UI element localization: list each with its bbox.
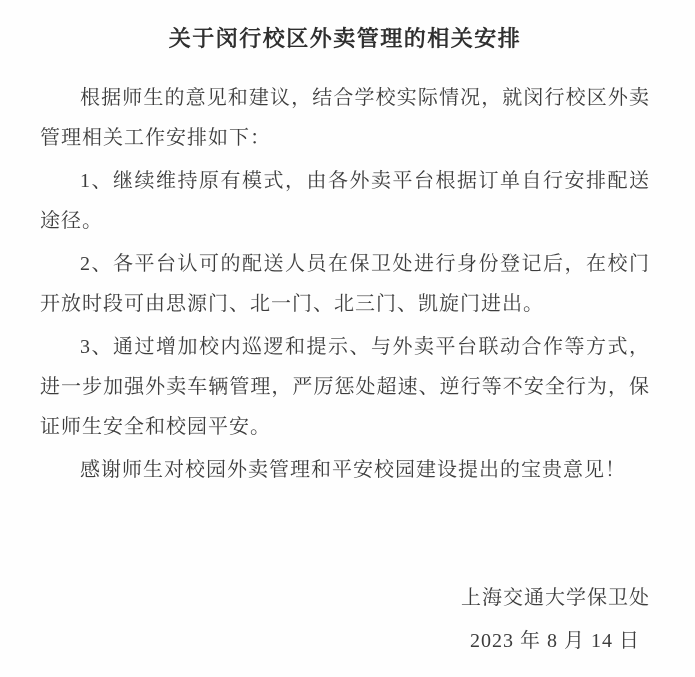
signature-issuer: 上海交通大学保卫处 [461,587,650,609]
paragraph-thanks: 感谢师生对校园外卖管理和平安校园建设提出的宝贵意见！ [80,459,626,481]
paragraph-item-2: 2、各平台认可的配送人员在保卫处进行身份登记后，在校门开放时段可由思源门、北一门、北三门、凯旋门进出。 [40,253,650,315]
paragraph-item-1: 1、继续维持原有模式，由各外卖平台根据订单自行安排配送途径。 [40,170,650,232]
paragraph-item-3: 3、通过增加校内巡逻和提示、与外卖平台联动合作等方式，进一步加强外卖车辆管理，严厉惩处超速、逆行等不安全行为，保证师生安全和校园平安。 [40,336,650,438]
signature-date: 2023 年 8 月 14 日 [470,630,640,652]
paragraph-intro: 根据师生的意见和建议，结合学校实际情况，就闵行校区外卖管理相关工作安排如下： [40,87,650,149]
document-title: 关于闵行校区外卖管理的相关安排 [168,26,522,51]
